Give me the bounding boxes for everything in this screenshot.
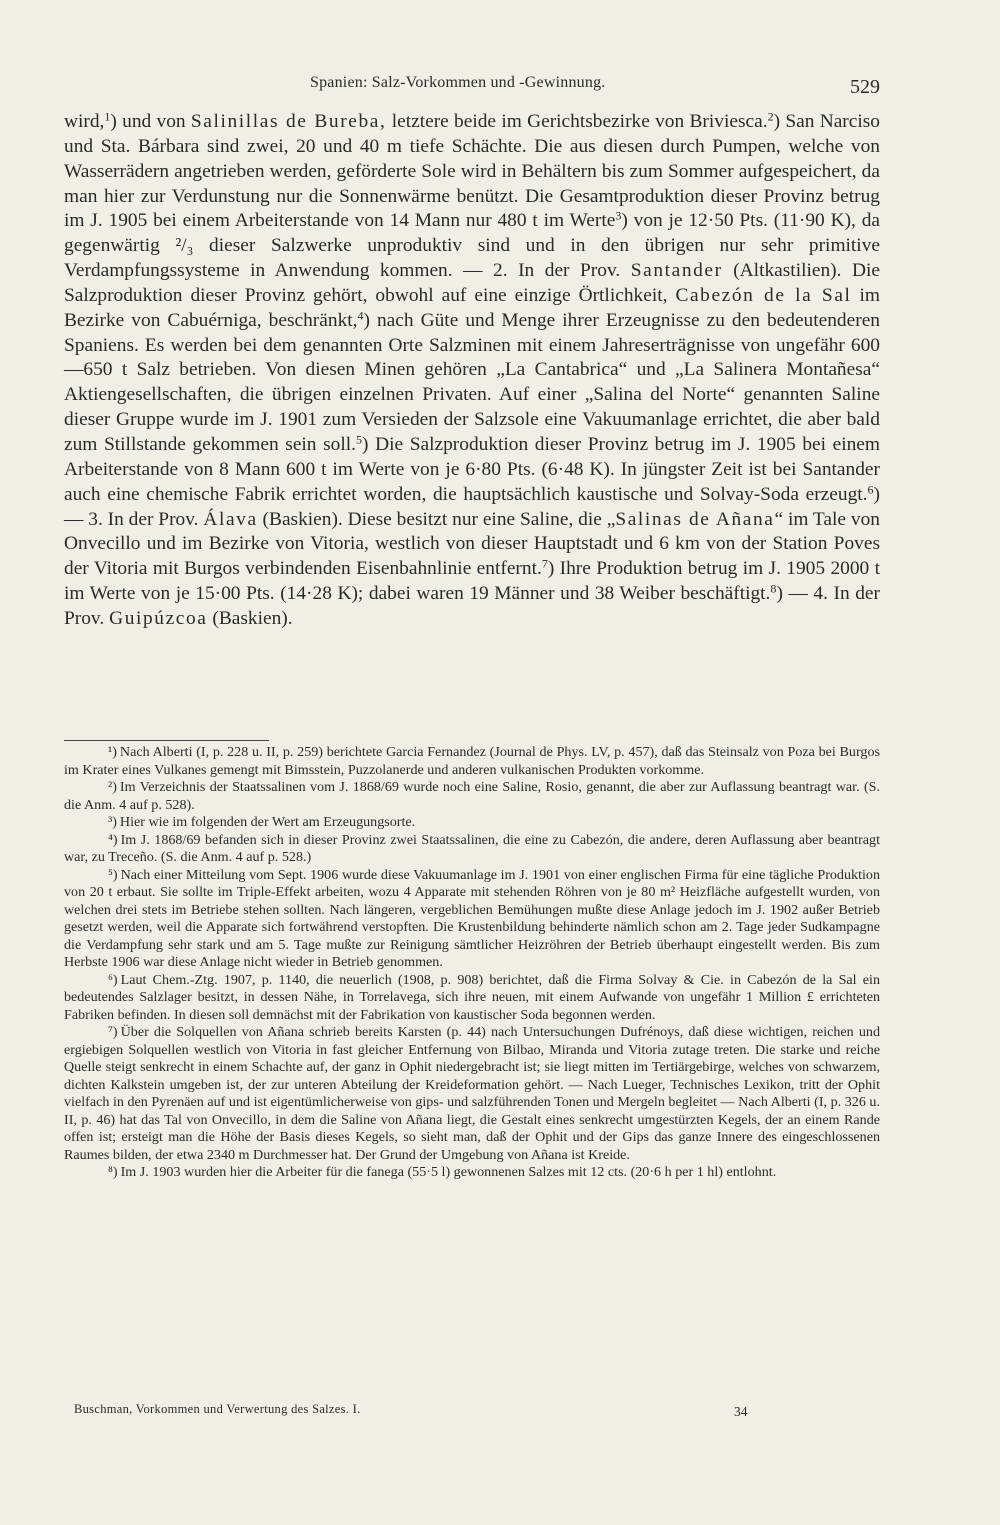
- main-text: [64, 110, 880, 632]
- sheet-number: 34: [734, 1404, 748, 1419]
- footnote: [64, 814, 880, 832]
- text-run: letztere beide im Gerichtsbezirke von Briviesca.: [391, 111, 768, 132]
- province-name: Álava: [203, 508, 258, 530]
- footnotes: [64, 744, 880, 1182]
- text-run: ) von je 12·50 Pts. (11·90 K), da gegenwärtig ²/₃ dieser Salzwerke unproduktiv sind und in den übrigen nur sehr primitive Verdampfungssysteme in Anwendung kommen. — 2. In der Prov.: [64, 210, 880, 282]
- footnote-text: Im Verzeichnis der Staatssalinen vom J. 1868/69 wurde noch eine Saline, Rosio, genannt, die aber zur Auflassung beantragt war. (S. die Anm. 4 auf p. 528).: [64, 779, 880, 813]
- place-name: Salinillas de Bureba,: [190, 111, 387, 132]
- footnote-text: Nach Alberti (I, p. 228 u. II, p. 259) berichtete Garcia Fernandez (Journal de Phys. LV, p. 457), daß das Steinsalz von Poza bei Burgos im Krater eines Vulkanes gemengt mit Bimsstein, Puzzolanerde und anderen vulkanischen Produkten vorkomme.: [64, 744, 880, 778]
- footnote-rule: [64, 740, 269, 741]
- running-header: [64, 74, 880, 104]
- place-name: Cabezón de la Sal: [675, 284, 852, 306]
- footnote-ref: 3: [615, 208, 622, 223]
- text-run: (Altkastilien). Die Salzproduktion dieser Provinz gehört, obwohl auf eine einzige Örtlichkeit,: [64, 260, 880, 306]
- footnote-mark: ⁶): [108, 971, 118, 988]
- footnote: [64, 972, 880, 1025]
- footnote-mark: ³): [108, 814, 117, 830]
- text-run: ) nach Güte und Menge ihrer Erzeugnisse zu den bedeutenderen Spaniens. Es werden bei dem genannten Orte Salzminen mit einem Jahreserträgnisse von ungefähr 600—650 t Salz betrieben. Von diesen Minen gehören „La Cantabrica“ und „La Salinera Montañesa“ Aktiengesellschaften, die übrigen einzelnen Privaten. Auf einer „Salina del Norte“ genannten Saline dieser Gruppe wurde im J. 1901 zum Versieden der Salzsole eine Vakuumanlage errichtet, die aber bald zum Stillstande gekommen sein soll.: [64, 309, 880, 455]
- footnote-ref: 4: [357, 308, 364, 323]
- footnote-mark: ²): [108, 779, 117, 795]
- footnote: [64, 867, 880, 972]
- footnote-ref: 1: [104, 109, 111, 124]
- province-name: Guipúzcoa: [109, 607, 208, 629]
- footnote-text: Nach einer Mitteilung vom Sept. 1906 wurde diese Vakuumanlage im J. 1901 von einer englischen Firma für eine tägliche Produktion von 20 t erbaut. Sie sollte im Triple-Effekt arbeiten, wozu 4 Apparate mit stehenden Röhren von je 80 m² Heizfläche aufgestellt wurden, von welchen drei stets im Betriebe stehen sollten. Nach längeren, vergeblichen Bemühungen mußte diese Anlage jedoch im J. 1902 außer Betrieb gesetzt werden, weil die Apparate sich fortwährend verstopften. Die Krustenbildung behinderte nämlich schon am 2. Tage jeder Sudkampagne die Verdampfung sehr stark und am 5. Tage mußte zur Reinigung sämtlicher Heizröhren der Betrieb überhaupt eingestellt werden. Bis zum Herbste 1906 war diese Anlage nicht wieder in Betrieb genommen.: [64, 866, 880, 970]
- main-paragraph: [64, 110, 880, 632]
- text-run: im Bezirke von Cabuérniga, beschränkt,: [64, 284, 880, 331]
- text-run: (Baskien). Diese besitzt nur eine Saline, die „: [262, 508, 616, 530]
- footnote: [64, 832, 880, 867]
- book-page: [64, 0, 880, 1525]
- footnote-ref: 6: [867, 482, 874, 497]
- footnote-mark: ⁴): [108, 831, 118, 848]
- footnote: [64, 744, 880, 779]
- text-run: “ im Tale von Onvecillo und im Bezirke von Vitoria, westlich von dieser Hauptstadt und 6 km von der Station Poves der Vitoria mit Burgos verbindenden Eisenbahnlinie entfernt.: [64, 508, 880, 580]
- footnote-mark: ⁵): [108, 866, 118, 883]
- footnote-text: Im J. 1868/69 befanden sich in dieser Provinz zwei Staatssalinen, die eine zu Cabezón, die andere, deren Auflassung aber beantragt war, zu Treceño. (S. die Anm. 4 auf p. 528.): [64, 831, 880, 865]
- footnote-mark: ⁸): [108, 1164, 118, 1180]
- footnote-ref: 7: [541, 556, 548, 571]
- footnote-mark: ⁷): [108, 1024, 118, 1040]
- footnote: [64, 779, 880, 814]
- text-run: (Baskien).: [212, 607, 293, 629]
- text-run: ) — 4. In der Prov.: [64, 583, 880, 629]
- footnote: [64, 1164, 880, 1182]
- footnote-mark: ¹): [108, 744, 117, 760]
- text-run: wird,: [64, 111, 105, 132]
- text-run: ) und von: [110, 111, 186, 132]
- footnote-ref: 8: [770, 581, 777, 596]
- footnote-ref: 5: [356, 432, 363, 447]
- page-number: 529: [850, 76, 880, 98]
- text-run: ) Ihre Produktion betrug im J. 1905 2000 t im Werte von je 15·00 Pts. (14·28 K); dabei waren 19 Männer und 38 Weiber beschäftigt.: [64, 558, 880, 605]
- footnote: [64, 1024, 880, 1164]
- footnote-text: Hier wie im folgenden der Wert am Erzeugungsorte.: [119, 814, 416, 830]
- footnote-text: Laut Chem.-Ztg. 1907, p. 1140, die neuerlich (1908, p. 908) berichtet, daß die Firma Solvay & Cie. in Cabezón de la Sal ein bedeutendes Salzlager besitzt, in dessen Nähe, in Torrelavega, sich ihre neuen, mit einem Aufwande von ungefähr 1 Million £ errichteten Fabriken befinden. In diesen soll demnächst mit der Fabrikation von kaustischer Soda begonnen werden.: [64, 971, 880, 1023]
- text-run: ) Die Salzproduktion dieser Provinz betrug im J. 1905 bei einem Arbeiterstande von 8 Mann 600 t im Werte von je 6·80 Pts. (6·48 K). In jüngster Zeit ist bei Santander auch eine chemische Fabrik errichtet worden, die hauptsächlich kaustische und Solvay-Soda erzeugt.: [64, 433, 881, 505]
- footnote-ref: 2: [767, 109, 774, 124]
- signature-line: Buschman, Vorkommen und Verwertung des Salzes. I.: [74, 1402, 361, 1416]
- footnote-text: Im J. 1903 wurden hier die Arbeiter für die fanega (55·5 l) gewonnenen Salzes mit 12 cts. (20·6 h per 1 hl) entlohnt.: [120, 1164, 777, 1180]
- footnote-text: Über die Solquellen von Añana schrieb bereits Karsten (p. 44) nach Untersuchungen Dufrénoys, daß diese wichtigen, reichen und ergiebigen Solquellen westlich von Vitoria in fast gleicher Entfernung von Bilbao, Miranda und Vitoria zutage treten. Die starke und reiche Quelle steigt senkrecht in einem Schachte auf, der ganz in Ophit niedergebracht ist; sie liegt mitten im Tertiärgebirge, welches von schwarzem, dichten Kalkstein umgeben ist, der zur unteren Abteilung der Kreideformation gehört. — Nach Lueger, Technisches Lexikon, tritt der Ophit vielfach in den Pyrenäen auf und ist eigentümlicherweise von gips- und salzführenden Tonen und Mergeln begleitet — Nach Alberti (I, p. 326 u. II, p. 46) hat das Tal von Onvecillo, in dem die Saline von Añana liegt, die Gestalt eines senkrecht umgestürzten Kegels, der an einem Rande offen ist; ersteigt man die Höhe der Basis dieses Kegels, so sieht man, daß der Ophit und der Gips das ganze Innere des eingeschlossenen Raumes bilden, der etwa 2340 m Durchmesser hat. Der Grund der Umgebung von Añana ist Kreide.: [64, 1024, 880, 1163]
- province-name: Santander: [630, 260, 723, 282]
- text-run: ) San Narciso und Sta. Bárbara sind zwei, 20 und 40 m tiefe Schächte. Die aus diesen durch Pumpen, welche von Wasserrädern angetrieben werden, geförderte Sole wird in Behältern bis zum Sommer aufgespeichert, da man hier zur Verdunstung nur die Sonnenwärme benützt. Die Gesamtproduktion dieser Provinz betrug im J. 1905 bei einem Arbeiterstande von 14 Mann nur 480 t im Werte: [64, 111, 880, 232]
- running-title: Spanien: Salz-Vorkommen und -Gewinnung.: [310, 74, 606, 91]
- text-run: ) — 3. In der Prov.: [64, 483, 880, 530]
- place-name: Salinas de Añana: [615, 508, 775, 530]
